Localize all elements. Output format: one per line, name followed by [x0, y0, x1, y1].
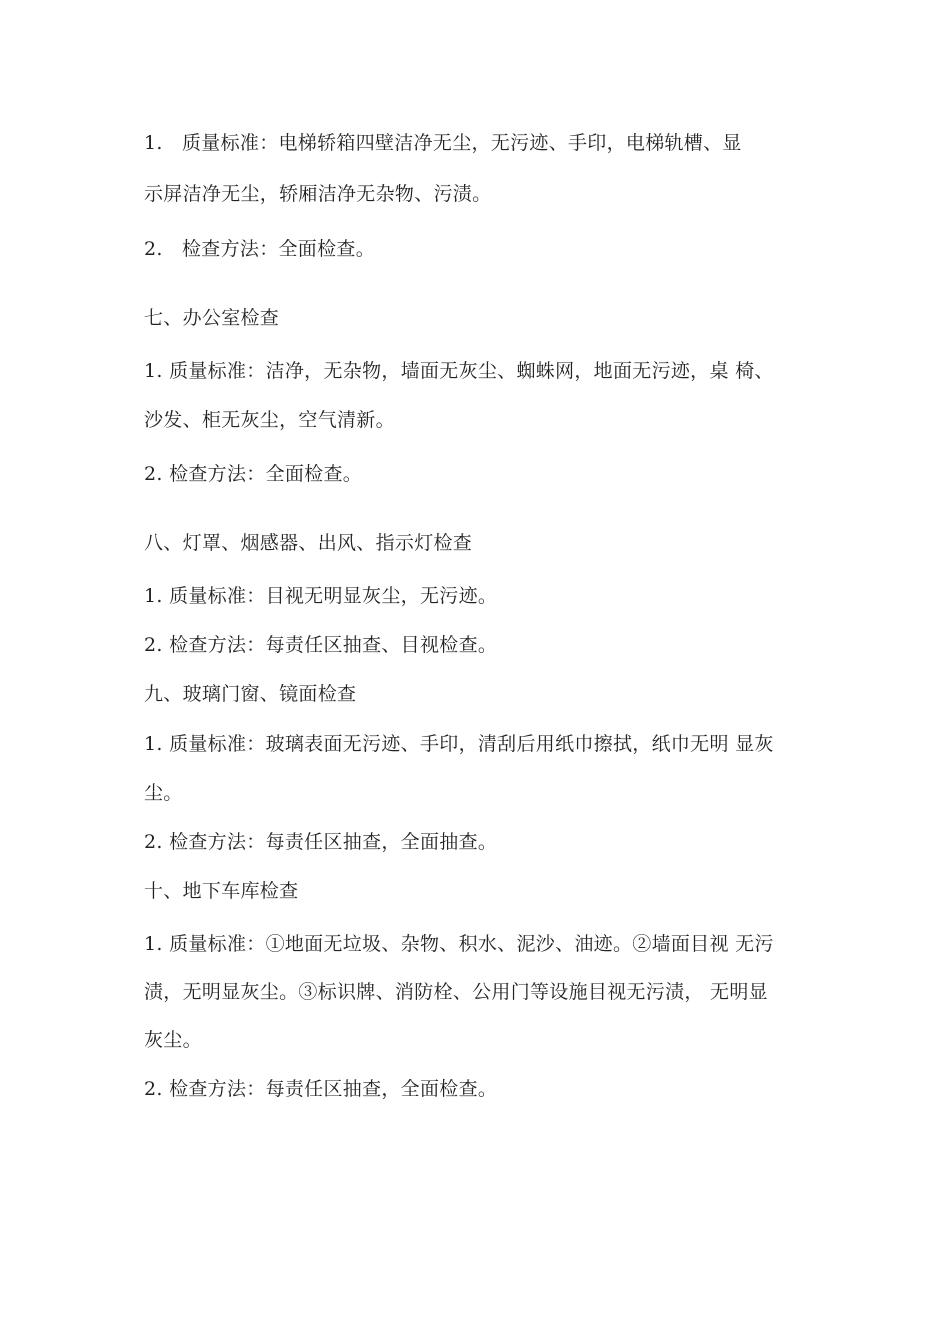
office-standard-line-1: 1. 质量标准：洁净，无杂物，墙面无灰尘、蜘蛛网，地面无污迹，桌 椅、: [144, 360, 774, 382]
list-number: 1.: [144, 132, 163, 154]
office-method-line: 2. 检查方法：全面检查。: [144, 463, 363, 485]
glass-method-line: 2. 检查方法：每责任区抽查，全面抽查。: [144, 831, 498, 853]
glass-standard-line-1: 1. 质量标准：玻璃表面无污迹、手印，清刮后用纸巾擦拭，纸巾无明 显灰: [144, 733, 774, 755]
list-number: 2.: [144, 238, 163, 260]
elevator-method-line: [144, 237, 375, 261]
garage-method-line: 2. 检查方法：每责任区抽查，全面检查。: [144, 1078, 498, 1100]
office-standard-line-2: 沙发、柜无灰尘，空气清新。: [144, 409, 395, 431]
lamps-heading: 八、灯罩、烟感器、出风、指示灯检查: [144, 532, 473, 554]
glass-standard-line-2: 尘。: [144, 782, 183, 804]
garage-standard-line-2: 渍，无明显灰尘。③标识牌、消防栓、公用门等设施目视无污渍， 无明显: [144, 981, 768, 1003]
lamps-method-line: 2. 检查方法：每责任区抽查、目视检查。: [144, 634, 498, 656]
elevator-standard-line-1: [144, 131, 742, 155]
elevator-method-text: 检查方法：全面检查。: [182, 238, 376, 260]
elevator-standard-text: 质量标准：电梯轿箱四壁洁净无尘，无污迹、手印，电梯轨槽、显: [182, 132, 742, 154]
elevator-standard-line-2: 示屏洁净无尘，轿厢洁净无杂物、污渍。: [144, 183, 492, 205]
garage-standard-line-1: 1. 质量标准：①地面无垃圾、杂物、积水、泥沙、油迹。②墙面目视 无污: [144, 933, 774, 955]
glass-heading: 九、玻璃门窗、镜面检查: [144, 683, 357, 705]
office-heading: 七、办公室检查: [144, 307, 280, 329]
lamps-standard-line: 1. 质量标准：目视无明显灰尘，无污迹。: [144, 585, 498, 607]
garage-standard-line-3: 灰尘。: [144, 1029, 202, 1051]
garage-heading: 十、地下车库检查: [144, 880, 299, 902]
